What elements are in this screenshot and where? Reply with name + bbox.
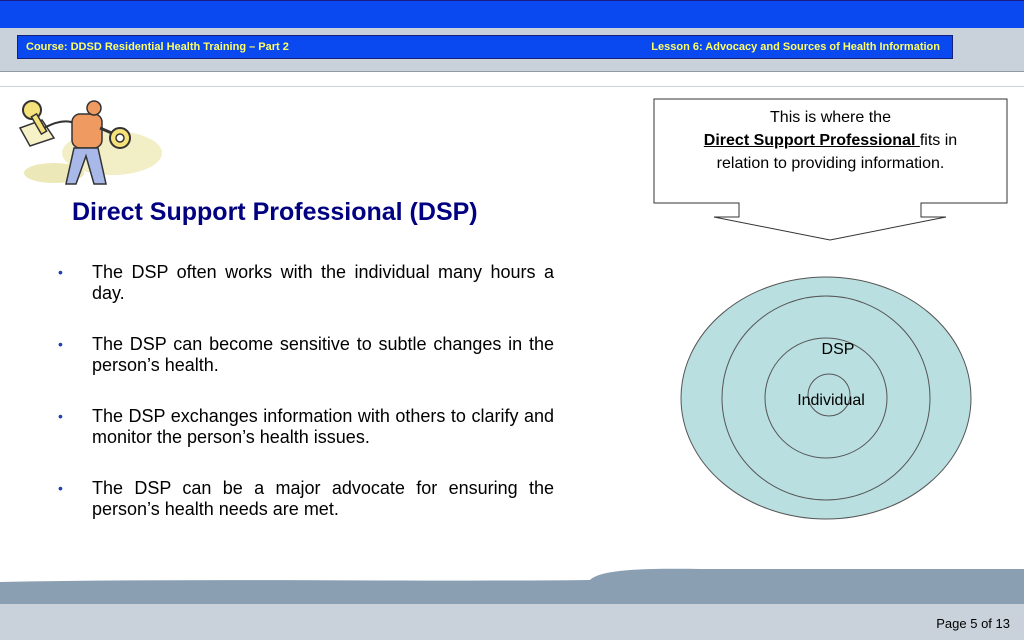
footer-wave — [0, 560, 1024, 640]
bullet-item — [58, 334, 554, 376]
bullet-icon: • — [58, 336, 63, 352]
person-holding-key-clipart-icon — [14, 98, 164, 190]
bullet-text: The DSP can become sensitive to subtle changes in the person’s health. — [92, 334, 554, 375]
individual-label: Individual — [797, 392, 865, 409]
callout-fits-in: fits in — [919, 132, 958, 149]
top-bar — [0, 0, 1024, 28]
dsp-label: DSP — [821, 341, 855, 358]
bullet-icon: • — [58, 264, 63, 280]
bullet-item — [58, 262, 554, 304]
bullet-item — [58, 478, 554, 520]
slide-title: Direct Support Professional (DSP) — [72, 198, 478, 226]
lesson-title: Lesson 6: Advocacy and Sources of Health Information — [651, 41, 940, 53]
course-title: Course: DDSD Residential Health Training – Part 2 — [26, 41, 289, 53]
callout-line-1: This is where the — [770, 109, 891, 126]
header-divider — [0, 86, 1024, 87]
callout-text — [655, 106, 1006, 175]
bullet-icon: • — [58, 408, 63, 424]
concentric-circles-diagram — [678, 246, 974, 522]
bullet-icon: • — [58, 480, 63, 496]
header-strip — [17, 35, 953, 59]
bullet-text: The DSP can be a major advocate for ensuring the person’s health needs are met. — [92, 478, 554, 519]
callout-dsp-term: Direct Support Professional — [703, 132, 920, 149]
bullet-text: The DSP often works with the individual many hours a day. — [92, 262, 554, 303]
bullet-list — [58, 262, 554, 550]
bullet-text: The DSP exchanges information with others to clarify and monitor the person’s health issues. — [92, 406, 554, 447]
callout-line-3: relation to providing information. — [716, 155, 945, 172]
page-number: Page 5 of 13 — [936, 616, 1010, 631]
bullet-item — [58, 406, 554, 448]
callout-line-2 — [655, 129, 1006, 152]
